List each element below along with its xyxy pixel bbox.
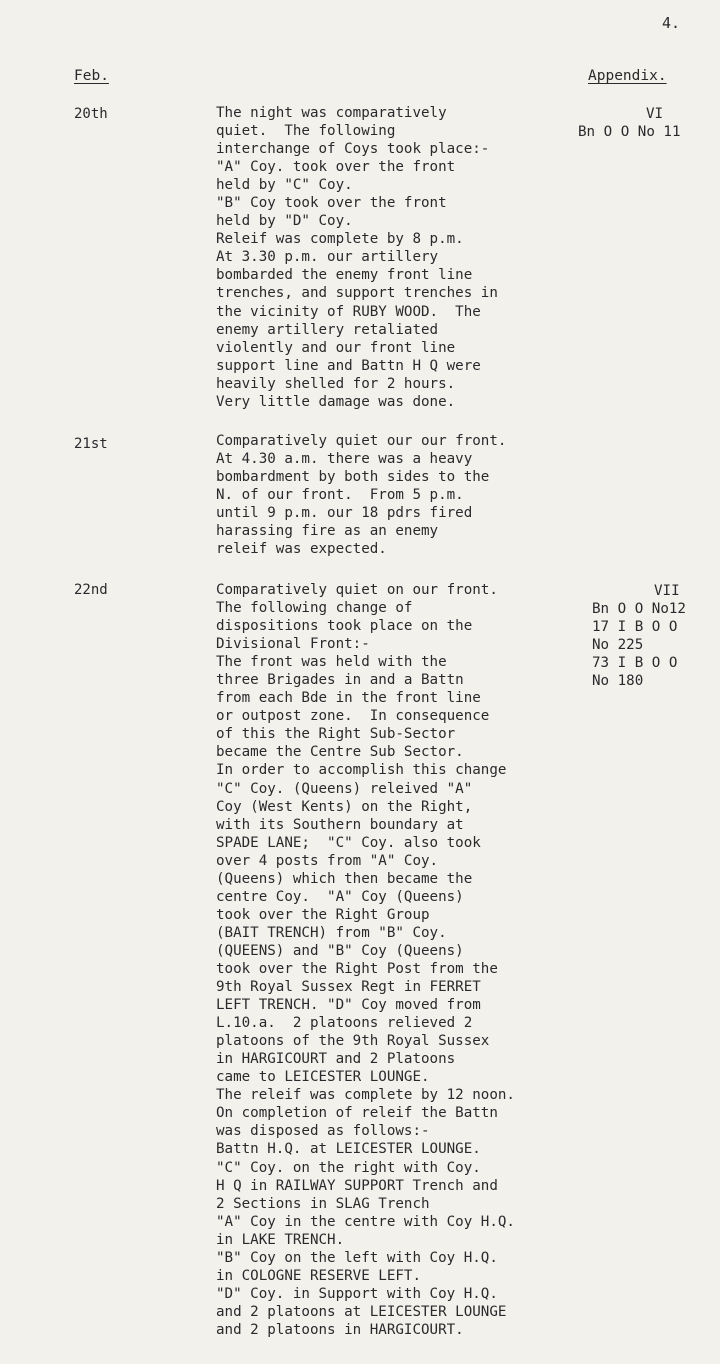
text-line: Very little damage was done. — [216, 393, 456, 410]
text-line: In order to accomplish this change — [216, 762, 507, 779]
text-line: interchange of Coys took place:- — [216, 141, 490, 158]
text-line: with its Southern boundary at — [216, 816, 464, 833]
entry-date: 22nd — [74, 582, 108, 598]
text-line: of this the Right Sub-Sector — [216, 726, 456, 743]
text-line: was disposed as follows:- — [216, 1123, 430, 1140]
text-line: The following change of — [216, 600, 413, 617]
text-line: centre Coy. "A" Coy (Queens) — [216, 888, 464, 905]
text-line: The night was comparatively — [216, 105, 447, 121]
text-line: "B" Coy took over the front — [216, 195, 447, 212]
date-column-header: Feb. — [74, 68, 109, 84]
text-line: Battn H.Q. at LEICESTER LOUNGE. — [216, 1141, 481, 1158]
text-line: came to LEICESTER LOUNGE. — [216, 1069, 430, 1086]
text-line: "C" Coy. on the right with Coy. — [216, 1159, 481, 1176]
entry-text — [216, 581, 515, 1339]
page-number: 4. — [662, 14, 681, 32]
text-line: "A" Coy. took over the front — [216, 159, 456, 176]
text-line: from each Bde in the front line — [216, 690, 481, 707]
text-line: Releif was complete by 8 p.m. — [216, 231, 464, 248]
text-line: The front was held with the — [216, 654, 447, 671]
text-line: SPADE LANE; "C" Coy. also took — [216, 834, 481, 851]
text-line: "A" Coy in the centre with Coy H.Q. — [216, 1213, 515, 1230]
text-line: support line and Battn H Q were — [216, 357, 481, 374]
text-line: Coy (West Kents) on the Right, — [216, 798, 473, 815]
text-line: (QUEENS) and "B" Coy (Queens) — [216, 942, 464, 959]
text-line: became the Centre Sub Sector. — [216, 744, 464, 761]
text-line: (Queens) which then became the — [216, 870, 473, 887]
text-line: until 9 p.m. our 18 pdrs fired — [216, 505, 473, 522]
appendix-refs — [592, 600, 686, 690]
text-line: On completion of releif the Battn — [216, 1105, 498, 1122]
text-line: N. of our front. From 5 p.m. — [216, 487, 464, 504]
entry-text — [216, 104, 498, 411]
text-line: platoons of the 9th Royal Sussex — [216, 1033, 490, 1050]
text-line: in HARGICOURT and 2 Platoons — [216, 1051, 456, 1068]
appendix-ref: Bn O O No 11 — [578, 124, 681, 140]
text-line: three Brigades in and a Battn — [216, 672, 464, 689]
entry-date: 20th — [74, 106, 108, 122]
text-line: 2 Sections in SLAG Trench — [216, 1195, 430, 1212]
text-line: or outpost zone. In consequence — [216, 708, 490, 725]
text-line: "D" Coy. in Support with Coy H.Q. — [216, 1285, 498, 1302]
text-line: 9th Royal Sussex Regt in FERRET — [216, 979, 481, 996]
text-line: Comparatively quiet on our front. — [216, 582, 498, 598]
text-line: bombarded the enemy front line — [216, 267, 473, 284]
text-line: LEFT TRENCH. "D" Coy moved from — [216, 997, 481, 1014]
text-line: bombardment by both sides to the — [216, 469, 490, 486]
text-line: held by "D" Coy. — [216, 213, 353, 230]
text-line: and 2 platoons at LEICESTER LOUNGE — [216, 1303, 507, 1320]
text-line: Divisional Front:- — [216, 636, 370, 653]
text-line: quiet. The following — [216, 123, 396, 140]
text-line: L.10.a. 2 platoons relieved 2 — [216, 1015, 473, 1032]
entry-date: 21st — [74, 436, 108, 452]
appendix-numeral: VI — [646, 106, 664, 122]
text-line: releif was expected. — [216, 541, 387, 558]
text-line: violently and our front line — [216, 339, 456, 356]
entry-text — [216, 432, 506, 558]
text-line: trenches, and support trenches in — [216, 285, 498, 302]
text-line: over 4 posts from "A" Coy. — [216, 852, 439, 869]
text-line: At 4.30 a.m. there was a heavy — [216, 451, 473, 468]
appendix-refs — [578, 123, 681, 141]
text-line: harassing fire as an enemy — [216, 523, 439, 540]
text-line: (BAIT TRENCH) from "B" Coy. — [216, 924, 447, 941]
text-line: dispositions took place on the — [216, 618, 473, 635]
text-line: enemy artillery retaliated — [216, 321, 439, 338]
appendix-ref: No 225 — [592, 637, 644, 654]
text-line: The releif was complete by 12 noon. — [216, 1087, 515, 1104]
text-line: Comparatively quiet our our front. — [216, 433, 507, 449]
text-line: took over the Right Group — [216, 906, 430, 923]
appendix-numeral: VII — [654, 583, 680, 599]
text-line: held by "C" Coy. — [216, 177, 353, 194]
text-line: in LAKE TRENCH. — [216, 1231, 345, 1248]
text-line: At 3.30 p.m. our artillery — [216, 249, 439, 266]
appendix-ref: No 180 — [592, 673, 644, 690]
text-line: "B" Coy on the left with Coy H.Q. — [216, 1249, 498, 1266]
text-line: H Q in RAILWAY SUPPORT Trench and — [216, 1177, 498, 1194]
appendix-ref: Bn O O No12 — [592, 601, 686, 617]
appendix-ref: 17 I B O O — [592, 619, 678, 636]
text-line: the vicinity of RUBY WOOD. The — [216, 303, 481, 320]
text-line: heavily shelled for 2 hours. — [216, 375, 456, 392]
appendix-ref: 73 I B O O — [592, 655, 678, 672]
text-line: "C" Coy. (Queens) releived "A" — [216, 780, 473, 797]
text-line: took over the Right Post from the — [216, 960, 498, 977]
text-line: and 2 platoons in HARGICOURT. — [216, 1321, 464, 1338]
text-line: in COLOGNE RESERVE LEFT. — [216, 1267, 421, 1284]
appendix-column-header: Appendix. — [588, 68, 667, 84]
